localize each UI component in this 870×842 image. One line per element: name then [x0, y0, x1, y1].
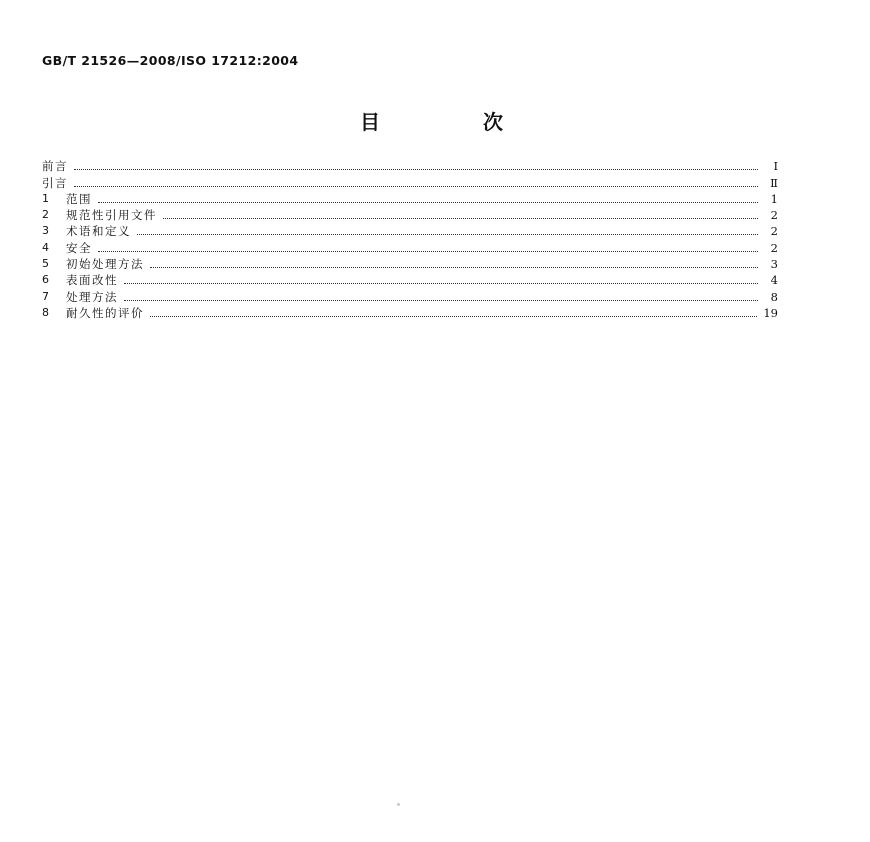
toc-entry-number: 3 [42, 224, 49, 238]
toc-dot-leader [98, 251, 758, 252]
toc-dot-leader [98, 202, 758, 203]
toc-entry-number: 1 [42, 191, 49, 205]
toc-entry-durability-evaluation[interactable] [42, 305, 778, 321]
toc-entry-number: 4 [42, 240, 49, 254]
toc-entry-surface-modification[interactable] [42, 272, 778, 288]
toc-entry-page: 2 [770, 240, 778, 255]
toc-entry-number: 6 [42, 273, 49, 287]
toc-entry-safety[interactable] [42, 239, 778, 255]
toc-entry-page: Ⅱ [770, 175, 778, 190]
toc-entry-page: 3 [770, 257, 778, 272]
toc-entry-label: 初始处理方法 [66, 257, 144, 272]
standard-number-header: GB/T 21526—2008/ISO 17212:2004 [42, 53, 299, 68]
toc-dot-leader [150, 316, 757, 317]
toc-dot-leader [74, 169, 758, 170]
toc-dot-leader [124, 300, 758, 301]
toc-entry-number: 2 [42, 208, 49, 222]
scan-speck [397, 803, 400, 806]
toc-entry-number: 7 [42, 289, 49, 303]
toc-entry-number: 5 [42, 257, 49, 271]
toc-entry-label: 规范性引用文件 [66, 208, 157, 223]
toc-entry-label: 处理方法 [66, 289, 118, 304]
toc-entry-page: 4 [770, 273, 778, 288]
toc-entry-terms-definitions[interactable] [42, 223, 778, 239]
toc-entry-page: 1 [770, 191, 778, 206]
toc-entry-foreword[interactable] [42, 158, 778, 174]
toc-entry-page: 8 [770, 289, 778, 304]
toc-entry-treatment-methods[interactable] [42, 288, 778, 304]
toc-entry-initial-treatment[interactable] [42, 256, 778, 272]
toc-entry-normative-references[interactable] [42, 207, 778, 223]
toc-dot-leader [163, 218, 758, 219]
toc-entry-label: 表面改性 [66, 273, 118, 288]
toc-entry-page: Ⅰ [773, 159, 778, 174]
toc-entry-label: 术语和定义 [66, 224, 131, 239]
table-of-contents [42, 158, 778, 321]
toc-dot-leader [74, 186, 758, 187]
toc-entry-page: 2 [770, 208, 778, 223]
toc-entry-number: 8 [42, 305, 49, 319]
toc-entry-label: 耐久性的评价 [66, 305, 144, 320]
toc-entry-page: 19 [763, 305, 778, 320]
toc-entry-page: 2 [770, 224, 778, 239]
toc-dot-leader [124, 283, 758, 284]
toc-entry-scope[interactable] [42, 191, 778, 207]
toc-title: 目 次 [360, 110, 551, 134]
toc-entry-label: 前言 [42, 159, 68, 174]
toc-entry-introduction[interactable] [42, 174, 778, 190]
toc-dot-leader [150, 267, 758, 268]
toc-entry-label: 范围 [66, 191, 92, 206]
toc-entry-label: 引言 [42, 175, 68, 190]
toc-entry-label: 安全 [66, 240, 92, 255]
toc-dot-leader [137, 234, 758, 235]
